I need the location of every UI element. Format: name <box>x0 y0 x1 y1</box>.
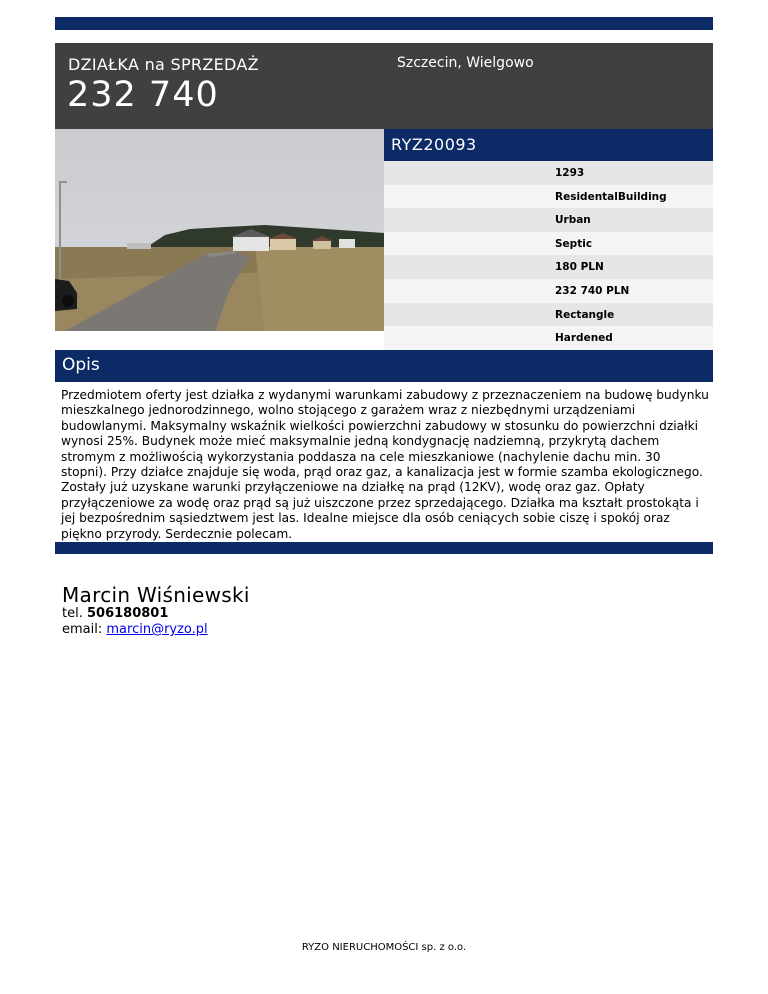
attribute-row <box>384 303 713 327</box>
phone-label: tel. <box>62 606 83 621</box>
description-heading: Opis <box>62 355 100 375</box>
agent-email <box>62 622 208 637</box>
listing-price: 232 740 <box>67 75 219 115</box>
top-accent-bar <box>55 17 713 30</box>
email-label: email: <box>62 622 103 637</box>
attribute-row <box>384 208 713 232</box>
description-heading-bar <box>55 350 713 382</box>
attribute-row <box>384 279 713 303</box>
footer-company: RYZO NIERUCHOMOŚCI sp. z o.o. <box>301 942 467 953</box>
attribute-row <box>384 185 713 209</box>
attribute-row <box>384 232 713 256</box>
attribute-value: 232 740 PLN <box>555 284 630 297</box>
attribute-value: Hardened <box>555 332 613 345</box>
bottom-accent-bar <box>55 542 713 554</box>
agent-name: Marcin Wiśniewski <box>62 583 250 607</box>
attribute-value: 180 PLN <box>555 261 604 274</box>
listing-location: Szczecin, Wielgowo <box>397 55 534 71</box>
attributes-table <box>384 161 713 350</box>
listing-reference-bar <box>384 129 713 161</box>
property-photo <box>55 129 384 331</box>
attribute-value: 1293 <box>555 167 585 179</box>
attribute-value: Rectangle <box>555 308 615 321</box>
email-link[interactable]: marcin@ryzo.pl <box>106 622 208 637</box>
attribute-value: Urban <box>555 214 591 227</box>
attribute-value: Septic <box>555 237 593 250</box>
listing-reference: RYZ20093 <box>391 135 477 154</box>
attribute-value: ResidentalBuilding <box>555 190 667 203</box>
listing-header <box>55 43 713 129</box>
attribute-row <box>384 255 713 279</box>
phone-number: 506180801 <box>86 606 169 621</box>
offer-type-label: DZIAŁKA na SPRZEDAŻ <box>68 55 259 74</box>
attribute-row <box>384 326 713 350</box>
agent-phone <box>62 606 168 621</box>
attribute-row <box>384 161 713 185</box>
description-text: Przedmiotem oferty jest działka z wydanymi warunkami zabudowy z przeznaczeniem na budowę budynku mieszkalnego jednorodzinnego, wolno stojącego z garażem wraz z niezbędnymi urządzeniami budowlanymi. Maksymalny wskaźnik wielkości powierzchni zabudowy w stosunku do powierzchni działki wynosi 25%. Budynek może mieć maksymalnie jedną kondygnację nadziemną, przykrytą dachem stromym z możliwością wykorzystania poddasza na cele mieszkaniowe (nachylenie dachu min. 30 stopni). Przy działce znajduje się woda, prąd oraz gaz, a kanalizacja jest w formie szamba ekologicznego. Zostały już uzyskane warunki przyłączeniowe na działkę na prąd (12KV), wodę oraz gaz. Opłaty przyłączeniowe za wodę oraz prąd są już uiszczone przez sprzedającego. Działka ma kształt prostokąta i jej bezpośrednim sąsiedztwem jest las. Idealne miejsce dla osób ceniących sobie ciszę i spokój oraz piękno przyrody. Serdecznie polecam. <box>61 388 709 541</box>
